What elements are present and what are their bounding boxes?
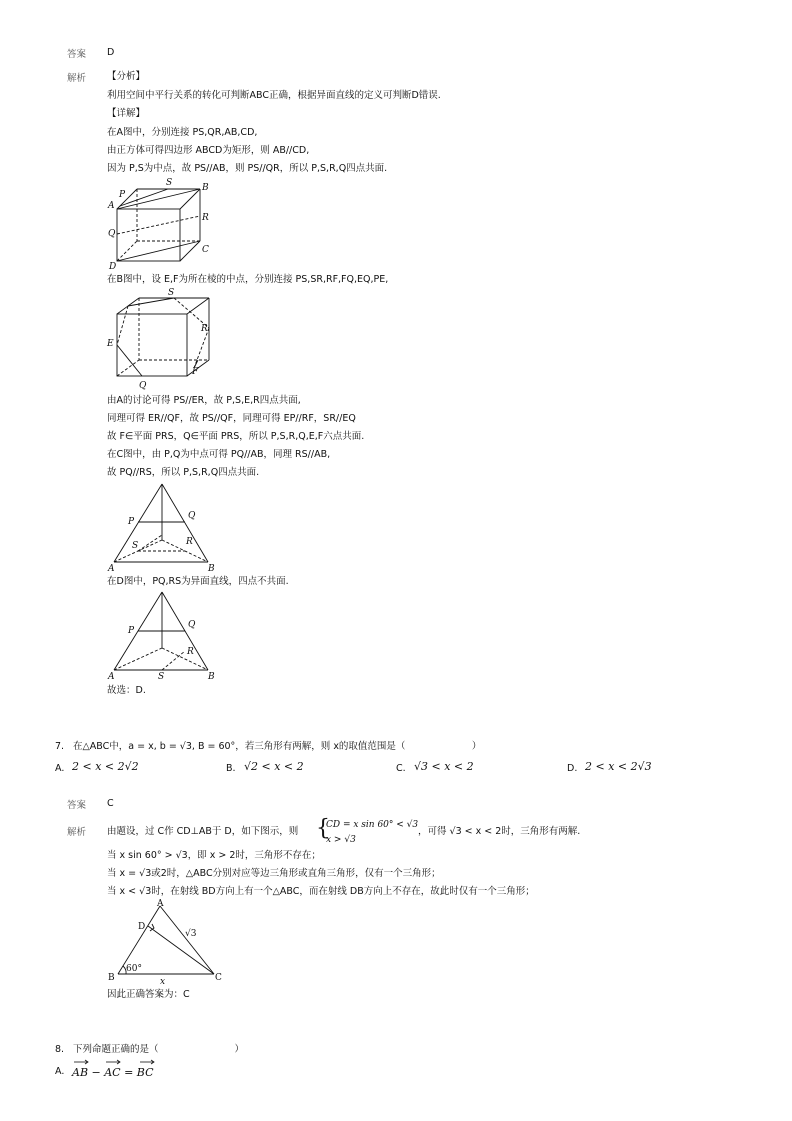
fig-label: R <box>187 647 194 657</box>
option-a[interactable]: 2 < x < 2√2 <box>72 760 139 773</box>
fig-label: B <box>108 973 115 983</box>
system-line: CD = x sin 60° < √3 <box>326 820 419 830</box>
option-key: A. <box>55 1066 65 1077</box>
figure-c-tetrahedron <box>104 480 224 572</box>
fig-label: S <box>166 178 173 188</box>
question-stem: 在△ABC中，a = x, b = √3, B = 60°，若三角形有两解，则 x的取值范围是（ ） <box>73 741 482 752</box>
fig-label: R <box>201 324 208 334</box>
fig-label: S <box>132 541 139 551</box>
fig-label: A <box>108 564 115 572</box>
fig-label: B <box>208 672 215 682</box>
solution-line: 同理可得 ER//QF，故 PS//QF，同理可得 EP//RF，SR//EQ <box>107 413 356 424</box>
analysis-label: 解析 <box>67 827 87 838</box>
brace-glyph: { <box>316 816 330 841</box>
fig-label: P <box>128 626 135 636</box>
solution-line: 当 x < √3时，在射线 BD方向上有一个△ABC，而在射线 DB方向上不存在，故此时仅有一个三角形； <box>107 886 535 897</box>
fig-label: C <box>215 973 222 983</box>
fig-label: E <box>107 339 114 349</box>
solution-line: 故 PQ//RS，所以 P,S,R,Q四点共面. <box>107 467 260 478</box>
figure-a-cube <box>104 176 214 272</box>
answer-label: 答案 <box>67 49 87 60</box>
solution-line: 在C图中，由 P,Q为中点可得 PQ//AB，同理 RS//AB, <box>107 449 331 460</box>
option-key: A. <box>55 763 65 774</box>
solution-line: 当 x = √3或2时，△ABC分别对应等边三角形或直角三角形，仅有一个三角形； <box>107 868 441 879</box>
fig-label: D <box>138 922 146 932</box>
fig-label: √3 <box>185 929 197 939</box>
option-b[interactable]: √2 < x < 2 <box>244 760 304 773</box>
fig-label: D <box>109 262 117 272</box>
fig-label: R <box>202 213 209 223</box>
fig-label: S <box>168 288 175 298</box>
fig-label: B <box>208 564 215 572</box>
analysis-head: 【分析】 <box>107 71 146 82</box>
analysis-label: 解析 <box>67 73 87 84</box>
fig-label: Q <box>188 620 196 630</box>
figure-b-cube <box>104 286 214 390</box>
solution-line: 由A的讨论可得 PS//ER，故 P,S,E,R四点共面, <box>107 395 301 406</box>
vector-arrows <box>72 1058 162 1066</box>
solution-line: 由正方体可得四边形 ABCD为矩形，则 AB//CD, <box>107 145 310 156</box>
solution-line: 故选：D. <box>107 685 146 696</box>
answer-value: D <box>107 47 115 58</box>
solution-line: 因为 P,S为中点，故 PS//AB，则 PS//QR，所以 P,S,R,Q四点共面. <box>107 163 388 174</box>
solution-line: 在A图中，分别连接 PS,QR,AB,CD, <box>107 127 258 138</box>
fig-label: A <box>157 899 164 909</box>
system-line: x > √3 <box>326 835 356 845</box>
fig-label: x <box>160 977 166 987</box>
detail-head: 【详解】 <box>107 108 146 119</box>
fig-label: Q <box>188 511 196 521</box>
figure-triangle <box>104 898 234 990</box>
option-key: C. <box>396 763 406 774</box>
fig-label: A <box>108 672 115 682</box>
answer-value: C <box>107 798 114 809</box>
fig-label: P <box>119 190 126 200</box>
fig-label: P <box>128 517 135 527</box>
fig-label: F <box>192 367 199 377</box>
solution-line: 由题设，过 C作 CD⊥AB于 D，如下图示，则 <box>107 826 299 837</box>
fig-label: S <box>158 672 165 682</box>
solution-line: 在B图中，设 E,F为所在棱的中点，分别连接 PS,SR,RF,FQ,EQ,PE, <box>107 274 389 285</box>
solution-line: 在D图中，PQ,RS为异面直线，四点不共面. <box>107 576 289 587</box>
solution-line: 当 x sin 60° > √3，即 x > 2时，三角形不存在； <box>107 850 321 861</box>
fig-label: C <box>202 245 209 255</box>
figure-d-tetrahedron <box>104 588 224 682</box>
fig-label: Q <box>108 229 116 239</box>
fig-label: A <box>108 201 115 211</box>
option-c[interactable]: √3 < x < 2 <box>414 760 474 773</box>
fig-label: 60° <box>126 964 142 974</box>
option-key: D. <box>567 763 578 774</box>
conclusion: 因此正确答案为：C <box>107 989 190 1000</box>
question-number: 7. <box>55 741 65 752</box>
question-number: 8. <box>55 1044 65 1055</box>
fig-label: Q <box>139 381 147 390</box>
fig-label: R <box>186 537 193 547</box>
option-key: B. <box>226 763 236 774</box>
analysis-text: 利用空间中平行关系的转化可判断ABC正确，根据异面直线的定义可判断D错误. <box>107 90 441 101</box>
answer-label: 答案 <box>67 800 87 811</box>
option-d[interactable]: 2 < x < 2√3 <box>585 760 652 773</box>
fig-label: B <box>202 183 209 193</box>
solution-line: 故 F∈平面 PRS，Q∈平面 PRS，所以 P,S,R,Q,E,F六点共面. <box>107 431 365 442</box>
option-a[interactable]: AB − AC = BC <box>72 1066 154 1079</box>
question-stem: 下列命题正确的是（ ） <box>73 1044 245 1055</box>
solution-line: ，可得 √3 < x < 2时，三角形有两解. <box>418 826 581 837</box>
